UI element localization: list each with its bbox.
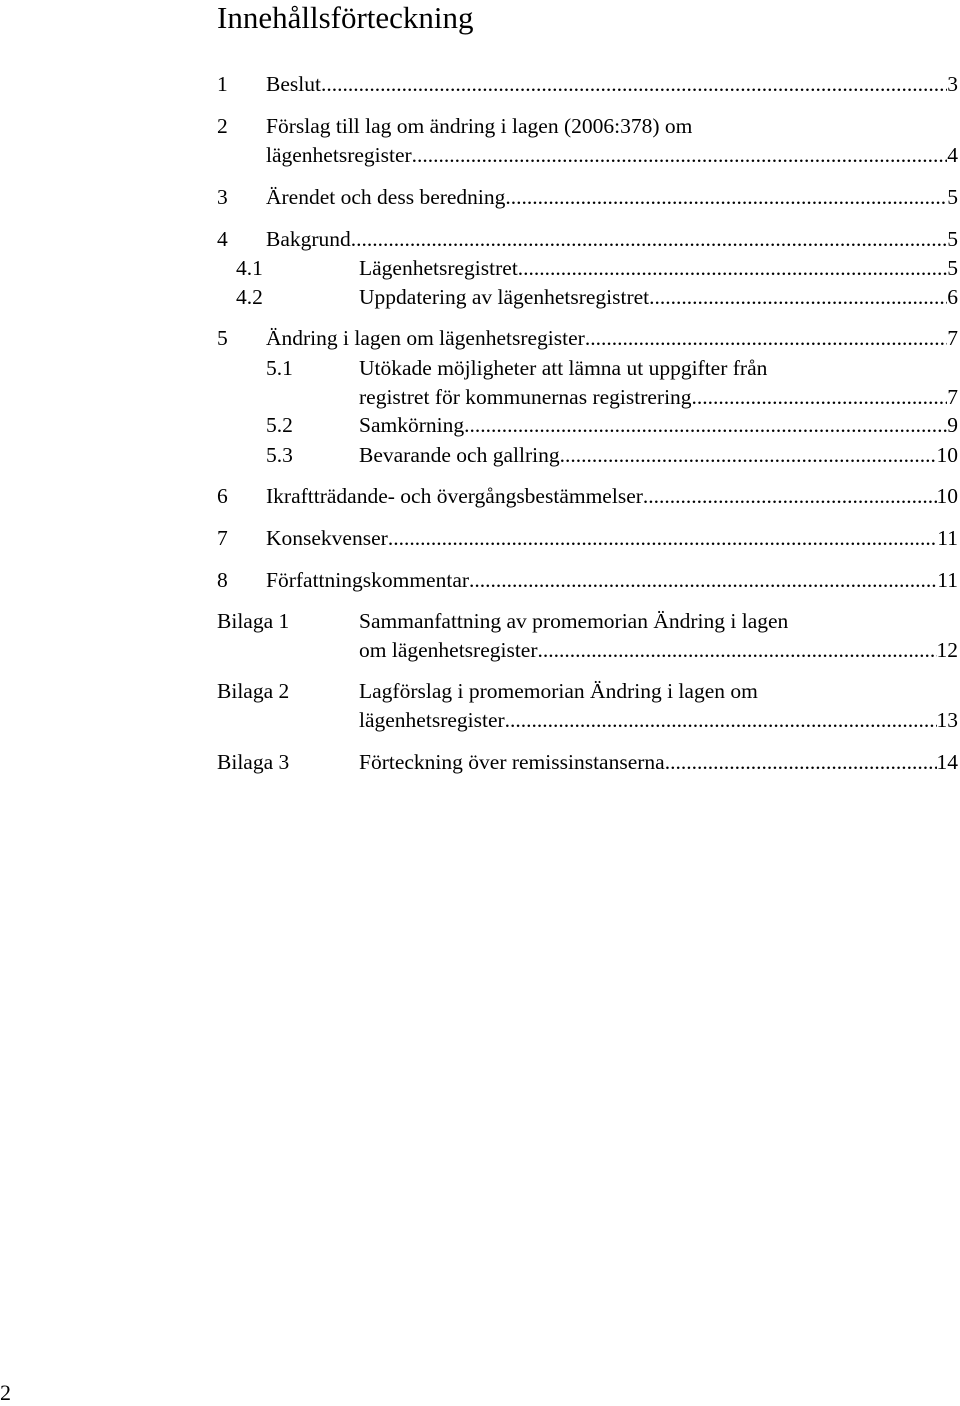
dot-leader [518,254,947,283]
toc-entry-page: 14 [936,750,958,774]
toc-entry-text [359,441,958,470]
toc-entry-number: 5.3 [266,443,293,467]
toc-entry-text [266,324,958,353]
toc-entry-title: Konsekvenser [266,526,388,550]
toc-entry-title: Samkörning [359,413,465,437]
toc-entry-page: 6 [947,285,958,309]
toc-entry-title: Ändring i lagen om lägenhetsregister [266,326,585,350]
toc-entry-title-line [359,706,958,735]
toc-entry-title-line: Sammanfattning av promemorian Ändring i lagen [359,609,789,633]
toc-entry-number: Bilaga 3 [217,750,290,774]
toc-entry[interactable] [217,677,958,735]
toc-entry-number: 3 [217,185,228,209]
dot-leader [505,706,937,735]
toc-entry-title-line [359,748,958,777]
toc-entry-title-line [359,441,958,470]
toc-entry[interactable] [217,183,958,212]
toc-entry-title-line [359,411,958,440]
toc-entry-page: 3 [947,72,958,96]
toc-entry-title: Bakgrund [266,227,351,251]
dot-leader [649,283,947,312]
toc-entry-text [359,607,958,665]
toc-entry[interactable] [217,254,958,283]
toc-entry-number: 4 [217,227,228,251]
toc-entry-text [359,283,958,312]
toc-entry-title-line [266,566,958,595]
dot-leader [469,566,937,595]
toc-entry-title-line [266,183,958,212]
toc-entry[interactable] [217,607,958,665]
toc-title: Innehållsförteckning [217,0,474,35]
toc-entry[interactable] [217,482,958,511]
toc-entry-text [359,254,958,283]
toc-entry-page: 7 [947,385,958,409]
toc-entry-title: Ikraftträdande- och övergångsbestämmelser [266,484,643,508]
toc-entry-page: 10 [936,484,958,508]
toc-entry-number: 1 [217,72,228,96]
toc-entry[interactable] [217,748,958,777]
dot-leader [560,441,937,470]
toc-entry-number: Bilaga 1 [217,609,290,633]
toc-entry-page: 12 [936,638,958,662]
toc-entry-text [266,524,958,553]
toc-entry-title: lägenhetsregister [266,143,412,167]
page-number: 2 [0,1380,11,1405]
dot-leader [585,324,947,353]
toc-entry-text [266,112,958,170]
toc-entry-number: 5.2 [266,413,293,437]
dot-leader [464,411,947,440]
toc-entry-title-line [359,383,958,412]
dot-leader [321,70,947,99]
toc-entry-number: 6 [217,484,228,508]
toc-entry-title-line [266,225,958,254]
toc-entry-page: 4 [947,143,958,167]
toc-entry[interactable] [217,411,958,440]
toc-entry-number: Bilaga 2 [217,679,290,703]
toc-entry-text [266,482,958,511]
toc-entry[interactable] [217,112,958,170]
toc-entry-text [266,70,958,99]
toc-entry-page: 10 [936,443,958,467]
toc-entry[interactable] [217,70,958,99]
toc-entry-text [266,183,958,212]
toc-entry-title: Lägenhetsregistret [359,256,518,280]
toc-entry-title-line [266,482,958,511]
toc-entry-title-line [266,524,958,553]
dot-leader [351,225,947,254]
toc-entry-number: 4.1 [236,256,263,280]
toc-entry[interactable] [217,354,958,412]
toc-entry[interactable] [217,283,958,312]
dot-leader [538,636,937,665]
toc-entry-text [266,225,958,254]
toc-entry-title-line [359,283,958,312]
toc-entry-title: Bevarande och gallring [359,443,560,467]
toc-entry-title-line [359,636,958,665]
toc-entry-page: 13 [936,708,958,732]
toc-entry-title-line [359,254,958,283]
toc-entry-text [359,677,958,735]
dot-leader [412,141,948,170]
toc-entry-number: 8 [217,568,228,592]
toc-entry-number: 7 [217,526,228,550]
dot-leader [692,383,948,412]
toc-entry-number: 2 [217,114,228,138]
toc-entry-number: 4.2 [236,285,263,309]
toc-entry[interactable] [217,225,958,254]
toc-entry-page: 9 [947,413,958,437]
toc-entry-text [266,566,958,595]
dot-leader [643,482,937,511]
toc-entry-page: 5 [947,227,958,251]
toc-entry-page: 11 [937,526,958,550]
toc-entry-page: 5 [947,256,958,280]
toc-entry-title: Beslut [266,72,321,96]
toc-entry-title-line [266,70,958,99]
dot-leader [505,183,947,212]
dot-leader [388,524,937,553]
toc-entry-title: registret för kommunernas registrering [359,385,692,409]
toc-entry-title: Ärendet och dess beredning [266,185,506,209]
dot-leader [665,748,937,777]
toc-entry[interactable] [217,324,958,353]
toc-entry-title-line: Lagförslag i promemorian Ändring i lagen om [359,679,758,703]
toc-entry-text [359,354,958,412]
toc-entry-text [359,411,958,440]
toc-entry-title: om lägenhetsregister [359,638,538,662]
toc-entry[interactable] [217,524,958,553]
toc-entry-page: 11 [937,568,958,592]
toc-entry-title-line: Förslag till lag om ändring i lagen (2006:378) om [266,114,693,138]
toc-entry[interactable] [217,566,958,595]
toc-entry-page: 5 [947,185,958,209]
toc-entry[interactable] [217,441,958,470]
toc-entry-title: Författningskommentar [266,568,470,592]
toc-entry-title: Förteckning över remissinstanserna [359,750,665,774]
toc-entry-number: 5.1 [266,356,293,380]
toc-entry-title-line: Utökade möjligheter att lämna ut uppgifter från [359,356,768,380]
toc-entry-title-line [266,324,958,353]
toc-entry-page: 7 [947,326,958,350]
toc-entry-text [359,748,958,777]
toc-entry-title: Uppdatering av lägenhetsregistret [359,285,650,309]
toc-entry-number: 5 [217,326,228,350]
toc-entry-title-line [266,141,958,170]
toc-entry-title: lägenhetsregister [359,708,505,732]
